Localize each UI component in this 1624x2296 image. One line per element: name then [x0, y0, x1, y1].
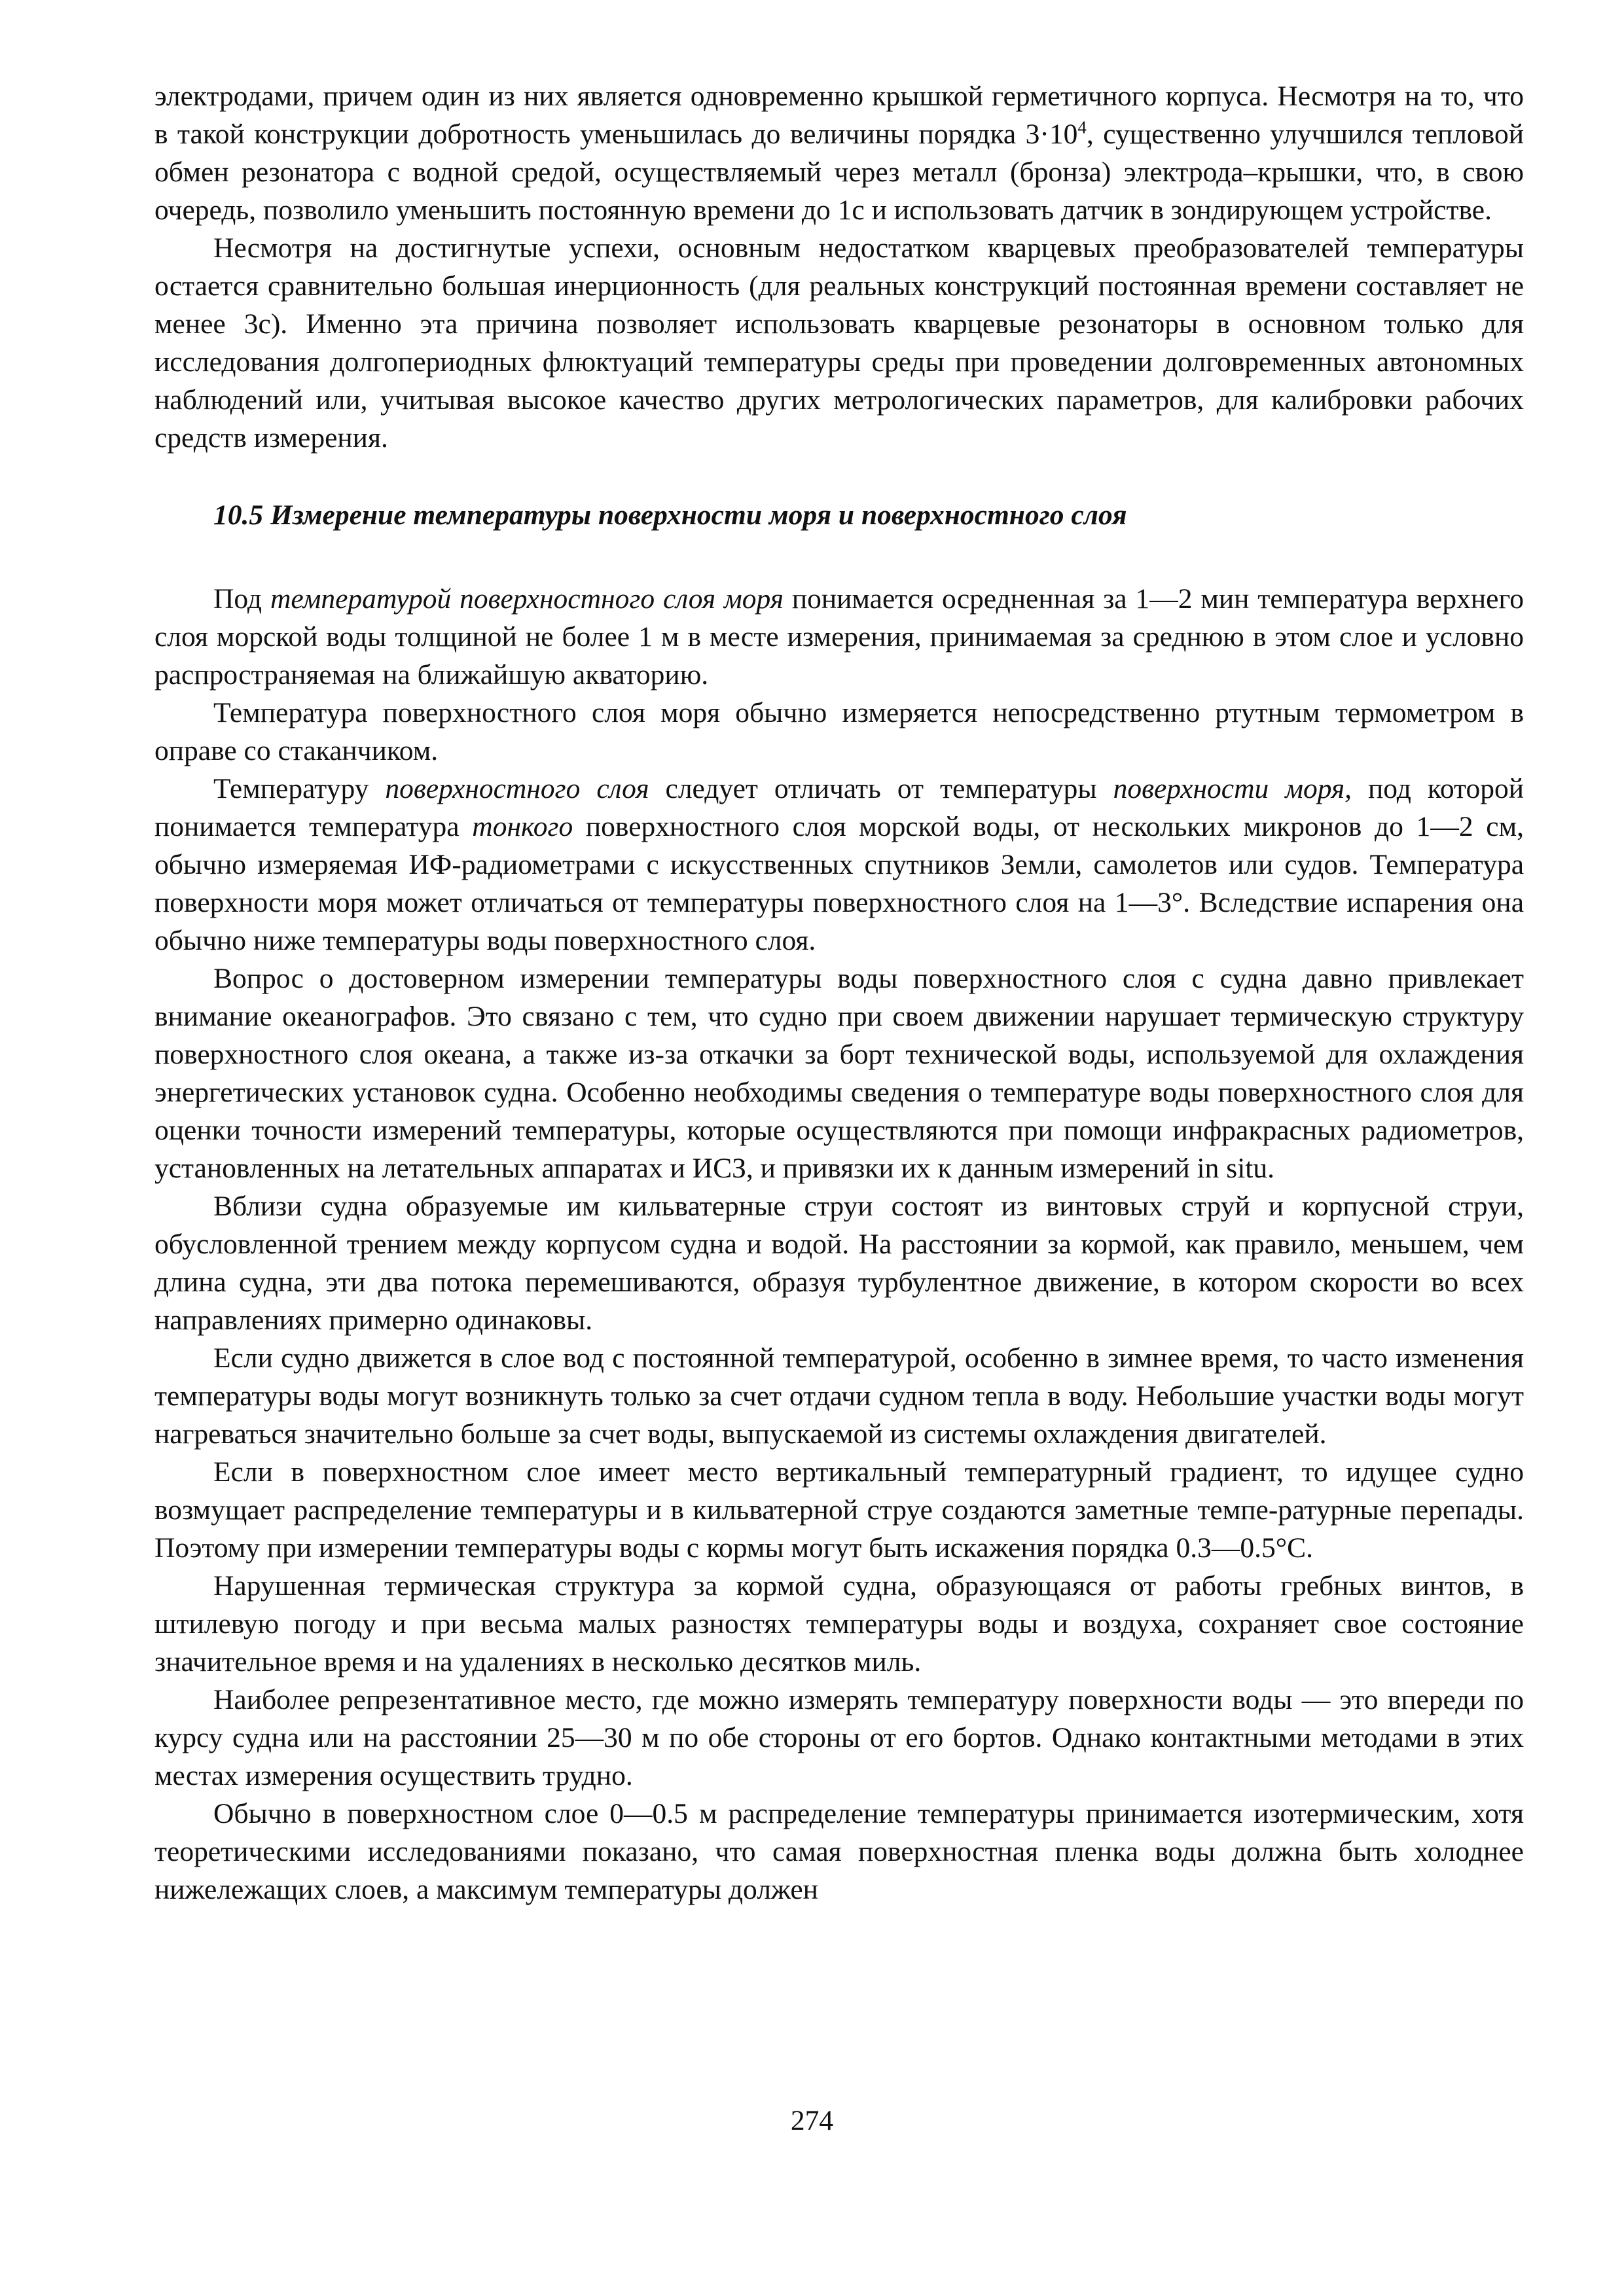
paragraph-gradient: Если в поверхностном слое имеет место вертикальный температурный градиент, то идущее судно возмущает распределение температуры и в кильватерной струе создаются заметные темпе-ратурные перепады. Поэтому при измерении температуры воды с кормы могут быть искажения порядка 0.3—0.5°С. [154, 1456, 1524, 1564]
text-run: поверхностного слоя морской воды, от нескольких микронов до 1—2 см, обычно измеряемая ИФ-радиометрами с искусственных спутников Земли, самолетов или судов. Температура поверхности моря может отличаться от температуры поверхностного слоя на 1—3°. Вследствие испарения она обычно ниже температуры воды поверхностного слоя. [154, 811, 1524, 956]
text-run: под которой понимается температура [154, 773, 1524, 842]
text-run: Температуру [213, 773, 386, 804]
italic-term: температурой поверхностного слоя моря [270, 583, 784, 615]
paragraph-definition [154, 580, 1524, 694]
italic-term: тонкого [472, 811, 573, 842]
italic-term: поверхности моря, [1113, 773, 1352, 804]
paragraph-constant-temp: Если судно движется в слое вод с постоянной температурой, особенно в зимнее время, то часто изменения температуры воды могут возникнуть только за счет отдачи судном тепла в воду. Небольшие участки воды могут нагреваться значительно больше за счет воды, выпускаемой из системы охлаждения двигателей. [154, 1342, 1524, 1450]
paragraph-quartz-drawbacks: Несмотря на достигнутые успехи, основным недостатком кварцевых преобразователей температуры остается сравнительно большая инерционность (для реальных конструкций постоянная времени составляет не менее 3с). Именно эта причина позволяет использовать кварцевые резонаторы в основном только для исследования долгопериодных флюктуаций температуры среды при проведении долговременных автономных наблюдений или, учитывая высокое качество других метрологических параметров, для калибровки рабочих средств измерения. [154, 232, 1524, 454]
paragraph-isothermal: Обычно в поверхностном слое 0—0.5 м распределение температуры принимается изотермическим, хотя теоретическими исследованиями показано, что самая поверхностная пленка воды должна быть холоднее нижележащих слоев, а максимум температуры должен [154, 1798, 1524, 1905]
exponent: 4 [1077, 117, 1087, 137]
text-run: понимается осредненная за 1—2 мин температура верхнего слоя морской воды толщиной не более 1 м в месте измерения, принимаемая за среднюю в этом слое и условно распространяемая на ближайшую акваторию. [154, 583, 1524, 691]
paragraph-representative-place: Наиболее репрезентативное место, где можно измерять температуру поверхности воды — это впереди по курсу судна или на расстоянии 25—30 м по обе стороны от его бортов. Однако контактными методами в этих местах измерения осуществить трудно. [154, 1684, 1524, 1791]
paragraph-ship-question: Вопрос о достоверном измерении температуры воды поверхностного слоя с судна давно привлекает внимание океанографов. Это связано с тем, что судно при своем движении нарушает термическую структуру поверхностного слоя океана, а также из-за откачки за борт технической воды, используемой для охлаждения энергетических установок судна. Особенно необходимы сведения о температуре воды поверхностного слоя для оценки точности измерений температуры, которые осуществляются при помощи инфракрасных радиометров, установленных на летательных аппаратах и ИСЗ, и привязки их к данным измерений in situ. [154, 963, 1524, 1184]
paragraph-disturbed-structure: Нарушенная термическая структура за кормой судна, образующаяся от работы гребных винтов, в штилевую погоду и при весьма малых разностях температуры воды и воздуха, сохраняет свое состояние значительное время и на удалениях в несколько десятков миль. [154, 1570, 1524, 1677]
italic-term: поверхностного слоя [385, 773, 649, 804]
paragraph-distinguish [154, 770, 1524, 960]
section-heading: 10.5 Измерение температуры поверхности моря и поверхностного слоя [213, 499, 1127, 531]
paragraph-wake-jets: Вблизи судна образуемые им кильватерные струи состоят из винтовых струй и корпусной струи, обусловленной трением между корпусом судна и водой. На расстоянии за кормой, как правило, меньшем, чем длина судна, эти два потока перемешиваются, образуя турбулентное движение, в котором скорости во всех направлениях примерно одинаковы. [154, 1191, 1524, 1336]
paragraph-continuation [154, 77, 1524, 229]
paragraph-text: электродами, причем один из них является одновременно крышкой герметичного корпуса. Несмотря на то, что в такой конструкции добротность уменьшилась до величины порядка 3·10 [154, 81, 1524, 150]
page-body [154, 77, 1524, 1909]
paragraph-thermometer: Температура поверхностного слоя моря обычно измеряется непосредственно ртутным термометром в оправе со стаканчиком. [154, 697, 1524, 766]
text-run: Под [213, 583, 270, 615]
text-run: следует отличать от температуры [649, 773, 1113, 804]
page-number: 274 [790, 2105, 834, 2136]
paragraph-text: , существенно улучшился тепловой обмен резонатора с водной средой, осуществляемый через металл (бронза) электрода–крышки, что, в свою очередь, позволило уменьшить постоянную времени до 1с и использовать датчик в зондирующем устройстве. [154, 118, 1525, 226]
